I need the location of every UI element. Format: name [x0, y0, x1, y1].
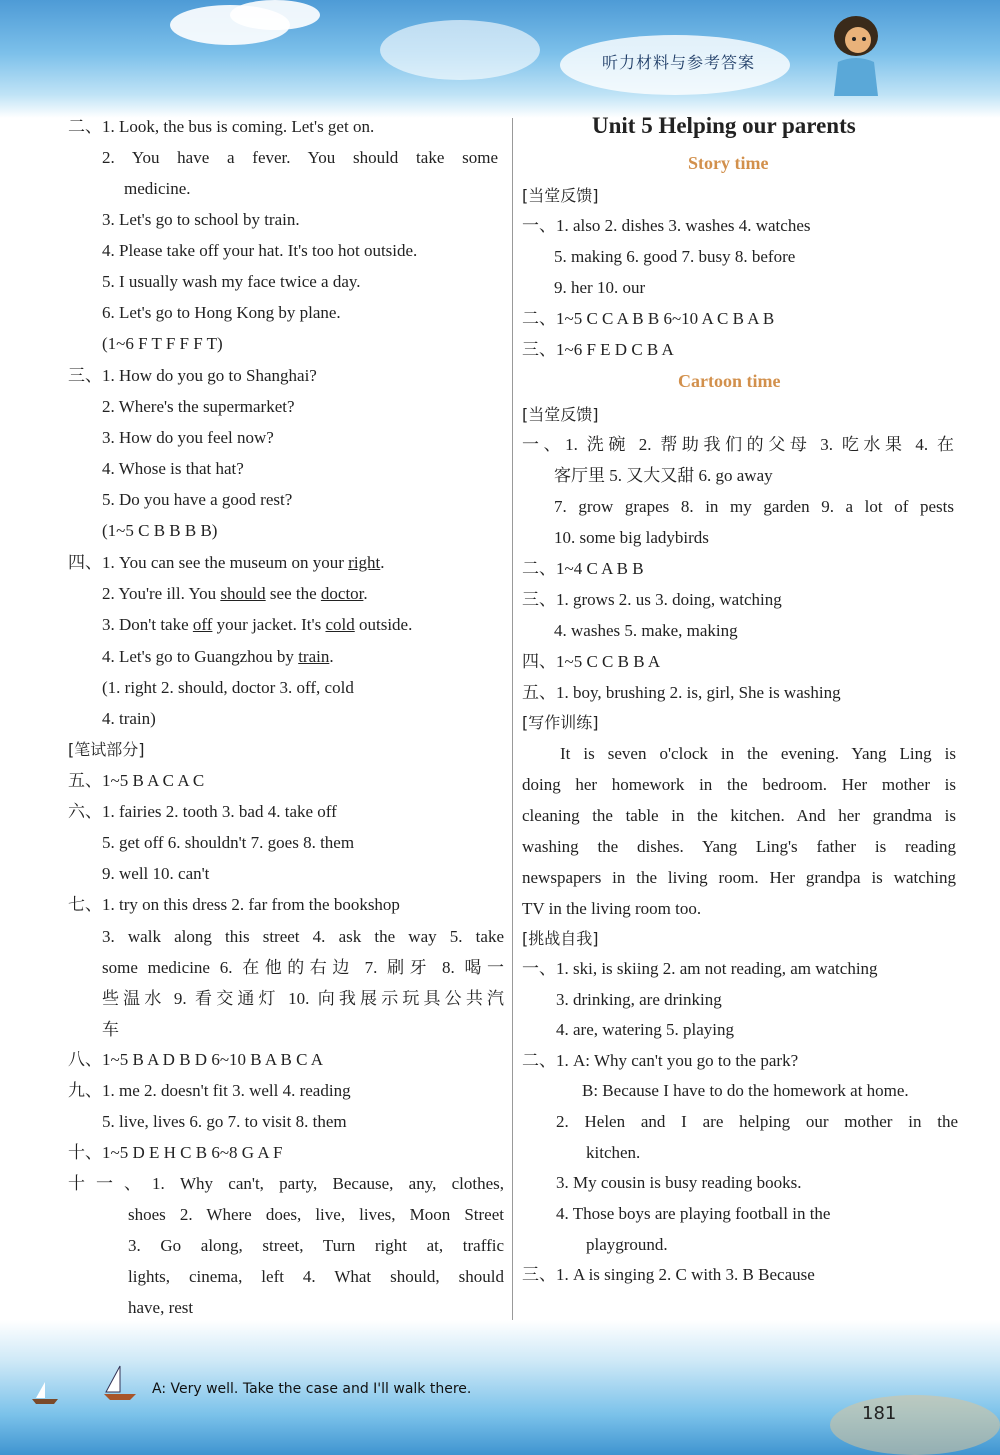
answer-line: 4. train) — [102, 709, 156, 728]
answer-line: 四、1~5 C C B B A — [522, 652, 661, 671]
answer-line: 4. washes 5. make, making — [554, 621, 738, 640]
answer-line: 5. live, lives 6. go 7. to visit 8. them — [102, 1112, 347, 1131]
text-segment: 2. You're ill. You — [102, 584, 221, 603]
text-segment: 4. Let's go to Guangzhou by — [102, 647, 299, 666]
answer-line: (1~5 C B B B B) — [102, 521, 218, 540]
answer-line: 3. Let's go to school by train. — [102, 210, 300, 229]
answer-line: have, rest — [128, 1298, 194, 1317]
underlined-word: off — [192, 615, 213, 634]
answer-line: 三、1. How do you go to Shanghai? — [68, 366, 317, 385]
answer-line: 三、1. grows 2. us 3. doing, watching — [522, 590, 782, 609]
answer-line: lights, cinema, left 4. What should, should — [128, 1267, 504, 1286]
answer-line: 9. well 10. can't — [102, 864, 210, 883]
answer-line: 3. Go along, street, Turn right at, traffic — [128, 1236, 504, 1255]
answer-line: 二、1~4 C A B B — [522, 559, 644, 578]
answer-line: 6. Let's go to Hong Kong by plane. — [102, 303, 341, 322]
answer-line — [102, 646, 334, 668]
footer-listening-text: A: Very well. Take the case and I'll walk there. — [152, 1381, 472, 1397]
watermark-logo-icon — [830, 1355, 1000, 1455]
answer-line: 五、1~5 B A C A C — [68, 771, 205, 790]
answer-line: (1. right 2. should, doctor 3. off, cold — [102, 678, 354, 697]
answer-line: TV in the living room too. — [522, 899, 702, 918]
answer-line — [68, 552, 385, 574]
answer-line: washing the dishes. Yang Ling's father is reading — [522, 837, 956, 856]
answer-line: medicine. — [124, 179, 191, 198]
text-segment: . — [329, 647, 334, 666]
answer-line: 4. Whose is that hat? — [102, 459, 244, 478]
answer-line: It is seven o'clock in the evening. Yang Ling is — [560, 744, 956, 763]
answer-line: kitchen. — [586, 1143, 641, 1162]
answer-line: 9. her 10. our — [554, 278, 646, 297]
answer-line: B: Because I have to do the homework at home. — [582, 1081, 909, 1100]
small-boat-icon — [30, 1380, 60, 1406]
underlined-word: should — [220, 584, 266, 603]
answer-line: some medicine 6. 在他的右边 7. 刷牙 8. 喝一 — [102, 958, 504, 977]
answer-line: 九、1. me 2. doesn't fit 3. well 4. reading — [68, 1081, 351, 1100]
underlined-word: right — [348, 553, 381, 572]
answer-line: 三、1. A is singing 2. C with 3. B Because — [522, 1265, 815, 1284]
text-segment: . — [363, 584, 368, 603]
cloud-decoration — [230, 0, 320, 30]
text-segment: see the — [265, 584, 321, 603]
underlined-word: train — [298, 647, 330, 666]
answer-line — [102, 614, 412, 636]
answer-line: newspapers in the living room. Her grandpa is watching — [522, 868, 956, 887]
answer-line: 三、1~6 F E D C B A — [522, 340, 674, 359]
answer-line: 六、1. fairies 2. tooth 3. bad 4. take off — [68, 802, 337, 821]
answer-line: 十、1~5 D E H C B 6~8 G A F — [68, 1143, 283, 1162]
text-segment: outside. — [354, 615, 413, 634]
girl-mascot-icon — [820, 10, 892, 102]
answer-line: 7. grow grapes 8. in my garden 9. a lot of pests — [554, 497, 954, 516]
text-segment: . — [380, 553, 385, 572]
answer-line: 5. Do you have a good rest? — [102, 490, 293, 509]
answer-line: 5. making 6. good 7. busy 8. before — [554, 247, 796, 266]
answer-line: (1~6 F T F F F T) — [102, 334, 223, 353]
story-time-heading: Story time — [688, 153, 769, 173]
answer-line: 些温水 9. 看交通灯 10. 向我展示玩具公共汽 — [102, 989, 504, 1008]
section-heading: [写作训练] — [522, 713, 599, 732]
answer-line: 2. Where's the supermarket? — [102, 397, 295, 416]
answer-line: 车 — [102, 1020, 119, 1039]
text-segment: your jacket. It's — [212, 615, 326, 634]
section-heading: [挑战自我] — [522, 929, 599, 948]
answer-line: 一、1. 洗碗 2. 帮助我们的父母 3. 吃水果 4. 在 — [522, 435, 954, 454]
answer-line: 二、1~5 C C A B B 6~10 A C B A B — [522, 309, 775, 328]
answer-line: 4. are, watering 5. playing — [556, 1020, 734, 1039]
answer-line: 一、1. ski, is skiing 2. am not reading, am watching — [522, 959, 878, 978]
answer-line: 一、1. also 2. dishes 3. washes 4. watches — [522, 216, 811, 235]
page-number: 181 — [862, 1403, 897, 1424]
answer-line: 3. My cousin is busy reading books. — [556, 1173, 802, 1192]
unit-title: Unit 5 Helping our parents — [592, 113, 856, 138]
answer-line: 十一、1. Why can't, party, Because, any, clothes, — [68, 1174, 504, 1193]
answer-line: 五、1. boy, brushing 2. is, girl, She is washing — [522, 683, 841, 702]
section-heading: [笔试部分] — [68, 740, 145, 759]
answer-line: 4. Please take off your hat. It's too hot outside. — [102, 241, 418, 260]
header-title: 听力材料与参考答案 — [601, 53, 755, 72]
underlined-word: doctor — [320, 584, 364, 603]
answer-line: 八、1~5 B A D B D 6~10 B A B C A — [68, 1050, 324, 1069]
answer-line: 4. Those boys are playing football in the — [556, 1204, 831, 1223]
answer-line: 2. You have a fever. You should take some — [102, 148, 498, 167]
answer-line: 3. walk along this street 4. ask the way 5. take — [102, 927, 504, 946]
section-heading: [当堂反馈] — [522, 186, 599, 205]
answer-line: 3. How do you feel now? — [102, 428, 274, 447]
answer-line: playground. — [586, 1235, 668, 1254]
answer-line: 二、1. Look, the bus is coming. Let's get on. — [68, 117, 375, 136]
page-footer — [0, 1320, 1000, 1455]
sailboat-icon — [100, 1362, 140, 1402]
answer-line: 5. I usually wash my face twice a day. — [102, 272, 361, 291]
section-heading: [当堂反馈] — [522, 405, 599, 424]
answer-line: 二、1. A: Why can't you go to the park? — [522, 1051, 799, 1070]
answer-line: cleaning the table in the kitchen. And her grandma is — [522, 806, 956, 825]
answer-line: 10. some big ladybirds — [554, 528, 709, 547]
cloud-decoration — [380, 20, 540, 80]
answer-line: 客厅里 5. 又大又甜 6. go away — [554, 466, 773, 485]
column-divider — [512, 118, 513, 1343]
cartoon-time-heading: Cartoon time — [678, 371, 781, 391]
answer-line: 5. get off 6. shouldn't 7. goes 8. them — [102, 833, 355, 852]
page-header — [0, 0, 1000, 118]
answer-line — [102, 583, 368, 605]
answer-line: doing her homework in the bedroom. Her mother is — [522, 775, 956, 794]
underlined-word: cold — [325, 615, 355, 634]
answer-line: 3. drinking, are drinking — [556, 990, 722, 1009]
answer-line: 七、1. try on this dress 2. far from the bookshop — [68, 895, 400, 914]
text-segment: 四、1. You can see the museum on your — [68, 553, 349, 572]
answer-line: 2. Helen and I are helping our mother in the — [556, 1112, 958, 1131]
answer-line: shoes 2. Where does, live, lives, Moon Street — [128, 1205, 504, 1224]
text-segment: 3. Don't take — [102, 615, 193, 634]
